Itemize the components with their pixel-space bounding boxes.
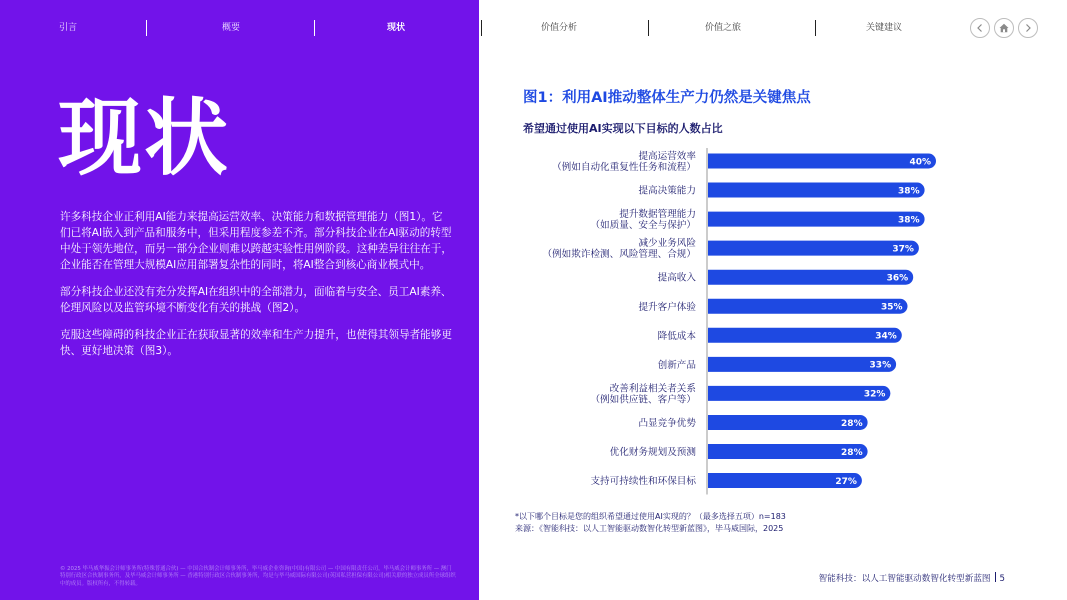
bar-chart — [500, 140, 960, 500]
category-label: 支持可持续性和环保目标 — [590, 476, 696, 488]
bar — [708, 328, 902, 343]
category-label: 创新产品 — [657, 359, 696, 371]
bar — [708, 154, 936, 169]
bar — [708, 241, 919, 256]
page-footer — [819, 572, 1005, 584]
nav-tab-recommendations[interactable]: 关键建议 — [865, 23, 902, 33]
category-label: 减少业务风险 — [638, 238, 696, 250]
nav-tab-value-analysis[interactable]: 价值分析 — [540, 23, 577, 33]
category-label: （如质量、安全与保护） — [590, 220, 696, 232]
page-number: 5 — [999, 574, 1005, 584]
footer-separator — [995, 572, 996, 582]
category-label: （例如自动化重复性任务和流程） — [552, 162, 696, 173]
bar-value-label: 40% — [909, 157, 931, 168]
top-navigation — [0, 18, 960, 38]
category-label: 凸显竞争优势 — [638, 417, 696, 429]
nav-tab-intro[interactable]: 引言 — [58, 23, 77, 33]
intro-text — [60, 209, 452, 370]
category-label: 降低成本 — [657, 330, 696, 342]
category-label: 提升客户体验 — [638, 301, 696, 313]
category-label: 提高决策能力 — [638, 185, 696, 197]
bar-value-label: 28% — [841, 447, 863, 458]
page-title: 现状 — [58, 89, 231, 187]
footer-title: 智能科技：以人工智能驱动数智化转型新蓝图 — [818, 574, 991, 584]
bar-value-label: 38% — [898, 215, 920, 226]
category-label: 优化财务规划及预测 — [609, 447, 696, 458]
figure-note: *以下哪个目标是您的组织希望通过使用AI实现的？（最多选择五项）n=183 — [515, 512, 786, 521]
bar-value-label: 35% — [880, 302, 903, 313]
figure-source: 来源：《智能科技：以人工智能驱动数智化转型新蓝图》，毕马威国际，2025 — [515, 524, 784, 533]
bar-value-label: 38% — [898, 186, 920, 197]
bar-value-label: 28% — [841, 418, 863, 429]
category-label: 改善利益相关者关系 — [609, 383, 696, 395]
prev-page-button[interactable] — [970, 18, 990, 38]
chevron-right-icon — [1023, 23, 1033, 33]
bar — [708, 212, 925, 227]
bar-value-label: 36% — [886, 273, 909, 284]
home-icon — [998, 22, 1010, 34]
nav-tab-summary[interactable]: 概要 — [221, 23, 240, 33]
bar — [708, 299, 908, 314]
category-label: （例如欺诈检测、风险管理、合规） — [542, 249, 696, 261]
bar-value-label: 27% — [835, 476, 857, 487]
nav-separator — [146, 20, 147, 36]
bar — [708, 270, 913, 285]
category-label: 提高收入 — [657, 272, 696, 284]
category-label: （例如供应链、客户等） — [590, 394, 696, 406]
bar-value-label: 32% — [863, 389, 886, 400]
category-label: 提高运营效率 — [638, 151, 696, 162]
bar-value-label: 37% — [892, 244, 914, 255]
nav-tab-value-journey[interactable]: 价值之旅 — [704, 23, 741, 33]
paragraph: 克服这些障碍的科技企业正在获取显著的效率和生产力提升，也使得其领导者能够更快、更好地决策（图3）。 — [60, 329, 452, 357]
figure-subtitle: 希望通过使用AI实现以下目标的人数占比 — [523, 122, 723, 135]
bar-value-label: 34% — [875, 331, 897, 342]
next-page-button[interactable] — [1018, 18, 1038, 38]
bar — [708, 183, 925, 198]
bar — [708, 357, 896, 372]
chevron-left-icon — [975, 23, 985, 33]
legal-notice: © 2025 毕马威华振会计师事务所(特殊普通合伙) — 中国合伙制会计师事务所，毕马威企业咨询(中国)有限公司 — 中国有限责任公司，毕马威会计师事务所 — 澳门特别行政区合伙制事务所，及毕马威会计师事务所 — 香港特别行政区合伙制事务所，均是与毕马威国际有限公司(英国私营担保有限公司)相关联的独立成员所全球组织中的成员。版权所有，不得转载。 — [60, 566, 456, 587]
bar-value-label: 33% — [869, 360, 892, 371]
category-label: 提升数据管理能力 — [619, 209, 696, 221]
nav-tab-status[interactable]: 现状 — [386, 23, 405, 33]
paragraph: 许多科技企业正利用AI能力来提高运营效率、决策能力和数据管理能力（图1）。它们已将AI嵌入到产品和服务中，但采用程度参差不齐。部分科技企业在AI驱动的转型中处于领先地位，而另一部分企业则难以跨越实验性用例阶段。这种差异往往在于，企业能否在管理大规模AI应用部署复杂性的同时，将AI整合到核心商业模式中。 — [60, 211, 452, 271]
figure-title: 图1：利用AI推动整体生产力仍然是关键焦点 — [523, 90, 811, 106]
home-button[interactable] — [994, 18, 1014, 38]
paragraph: 部分科技企业还没有充分发挥AI在组织中的全部潜力，面临着与安全、员工AI素养、伦理风险以及监管环境不断变化有关的挑战（图2）。 — [60, 286, 452, 314]
